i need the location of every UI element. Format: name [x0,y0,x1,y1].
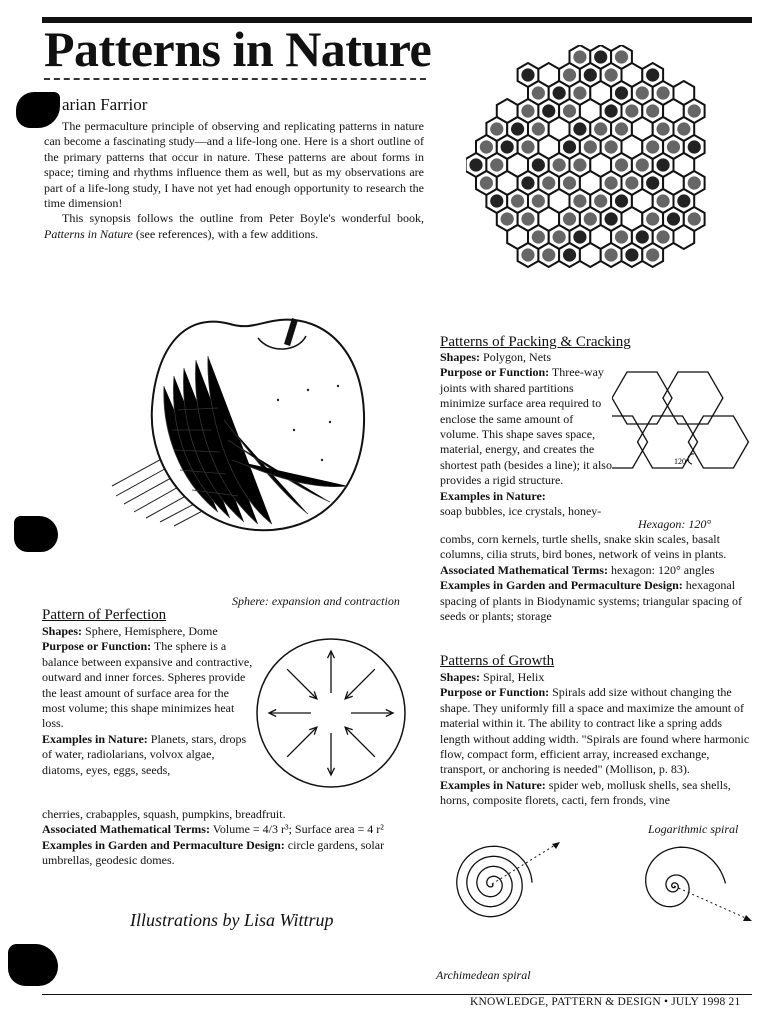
honeycomb-cell-shading [490,158,503,171]
honeycomb-cell-shading [636,230,649,243]
honeycomb-cell-shading [563,176,576,189]
honeycomb-cell-shading [656,86,669,99]
archimedean-arrowhead [552,842,560,849]
packing-examples-short: soap bubbles, ice crystals, honey- [440,504,602,519]
math-label: Associated Mathematical Terms: [42,822,210,837]
growth-purpose [440,685,752,777]
packing-text [440,350,612,519]
honeycomb-cell-shading [532,122,545,135]
packing-math [440,563,752,578]
honeycomb-cell-shading [521,68,534,81]
intro-p2-start: This synopsis follows the outline from Peter Boyle's wonderful book, [62,211,424,226]
honeycomb-cell-shading [688,212,701,225]
honeycomb-cell-shading [584,212,597,225]
logarithmic-spiral-diagram [628,846,758,928]
illustration-credit: Illustrations by Lisa Wittrup [130,910,334,930]
perfection-shapes [42,624,254,639]
page-footer: KNOWLEDGE, PATTERN & DESIGN • JULY 1998 21 [470,996,741,1008]
honeycomb-cell-shading [542,104,555,117]
honeycomb-cell-shading [480,176,493,189]
honeycomb-cell-shading [604,68,617,81]
packing-text-wide [440,532,752,624]
honeycomb-cell-shading [646,140,659,153]
honeycomb-cell-shading [521,176,534,189]
apple-bite-mark-2 [14,516,58,552]
honeycomb-cell-shading [688,104,701,117]
honeycomb-cell-shading [656,122,669,135]
purpose-value: Three-way joints with shared partitions minimize surface area required to enclose the same amount of volume. This shape saves space, material, energy, and creates the shortest path (besides a line); it also provides a rigid structure. [440,365,612,488]
math-value: hexagon: 120° angles [610,562,715,577]
honeycomb-cell-shading [615,86,628,99]
honeycomb-cell-shading [563,68,576,81]
math-value: Volume = 4/3 r³; Surface area = 4 r² [212,822,384,837]
shapes-value: Spiral, Helix [483,670,545,684]
honeycomb-cell-shading [636,86,649,99]
honeycomb-cell-shading [667,140,680,153]
honeycomb-cell-shading [563,140,576,153]
arrow-shaft [287,669,317,699]
honeycomb-cell-shading [625,248,638,261]
arrow-shaft [287,727,317,757]
honeycomb-cell-shading [604,140,617,153]
purpose-value: The sphere is a balance between expansive and contractive, outward and inner forces. Spheres provide the least amount of surface area for the most volume; this shape minimizes heat loss. [42,639,253,731]
sphere-arrows-diagram [254,636,408,790]
honeycomb-cell-shading [625,176,638,189]
honeycomb-cell-shading [511,194,524,207]
honeycomb-cell-shading [553,86,566,99]
archimedean-axis [492,842,560,884]
honeycomb-cell-shading [594,122,607,135]
honeycomb-cell-shading [532,158,545,171]
honeycomb-illustration [466,45,730,285]
examples-label: Examples in Nature: [440,488,546,503]
honeycomb-cell-shading [563,104,576,117]
hexagon-diagram [612,368,758,504]
examples-label: Examples in Nature: [440,777,546,792]
purpose-value: Spirals add size without changing the shape. They uniformly fill a space and maximize the amount of material within it. The ability to contract like a spring adds length without adding width. "Spirals are found where harmonic flow, compact form, efficient array, increased exchange, transport, or anchoring is needed" (Mollison, p. 83). [440,685,750,777]
honeycomb-cell-shading [542,176,555,189]
honeycomb-cell-shading [667,212,680,225]
honeycomb-cell-shading [553,158,566,171]
honeycomb-cell [580,243,601,267]
garden-label: Examples in Garden and Permaculture Design: [42,837,285,852]
examples-value: spider web, mollusk shells, sea shells, horns, composite florets, cacti, fern fronds, vine [440,777,731,808]
honeycomb-cell-shading [573,86,586,99]
examples-label: Examples in Nature: [42,731,148,746]
honeycomb-cell-shading [584,68,597,81]
archimedean-spiral [457,846,532,916]
honeycomb-cell-shading [688,140,701,153]
honeycomb-cell-shading [615,230,628,243]
packing-garden [440,578,752,624]
hexagon-grid [612,372,748,468]
title-underline [44,78,426,80]
perfection-text-wide [42,807,422,869]
arrow-shaft [345,727,375,757]
honeycomb-cell-shading [521,248,534,261]
honeycomb-cell-shading [636,158,649,171]
honeycomb-cell-shading [615,158,628,171]
packing-shapes [440,350,612,365]
perfection-math [42,822,422,837]
honeycomb-cell-shading [677,194,690,207]
garden-label: Examples in Garden and Permaculture Design: [440,578,683,593]
perfection-examples-rest: cherries, crabapples, squash, pumpkins, breadfruit. [42,807,286,821]
perfection-purpose [42,639,254,731]
honeycomb-cell-shading [573,122,586,135]
honeycomb-cell-shading [511,122,524,135]
honeycomb-cell-shading [532,230,545,243]
growth-heading: Patterns of Growth [440,653,555,669]
apple-illustration [108,290,388,560]
perfection-garden [42,838,422,869]
honeycomb-cell-shading [573,230,586,243]
expansion-arrows [269,651,393,775]
intro-p2-end: (see references), with a few additions. [132,226,319,241]
logarithmic-caption: Logarithmic spiral [648,822,739,836]
honeycomb-cell-shading [656,194,669,207]
honeycomb-cell-shading [615,50,628,63]
growth-shapes [440,670,752,685]
garden-value: hexagonal spacing of plants in Biodynamic systems; triangular spacing of seeds or plants; storage [440,578,742,624]
purpose-label: Purpose or Function: [440,685,550,700]
intro-paragraph-2 [44,211,424,242]
shapes-label: Shapes: [440,670,481,684]
purpose-label: Purpose or Function: [42,639,152,654]
honeycomb-cell-shading [584,140,597,153]
packing-examples-label [440,489,612,504]
growth-examples [440,778,752,809]
honeycomb-cell-shading [646,176,659,189]
honeycomb-cell-shading [604,212,617,225]
arrow-shaft [345,669,375,699]
math-label: Associated Mathematical Terms: [440,562,608,577]
footer-rule [42,994,752,995]
shapes-label: Shapes: [440,350,481,364]
honeycomb-cell-shading [542,248,555,261]
honeycomb-cell-shading [646,212,659,225]
honeycomb-cell-shading [553,230,566,243]
examples-value: Planets, stars, drops of water, radiolarians, volvox algae, diatoms, eyes, eggs, seeds, [42,731,247,777]
honeycomb-cell-shading [625,104,638,117]
honeycomb-cell-shading [656,230,669,243]
honeycomb-cell-shading [594,194,607,207]
shapes-value: Polygon, Nets [483,350,552,364]
honeycomb-cell-shading [563,212,576,225]
honeycomb-cell-shading [573,194,586,207]
honeycomb-cell-shading [604,248,617,261]
honeycomb-cell-shading [594,50,607,63]
honeycomb-cell-shading [604,176,617,189]
honeycomb-cell-shading [490,122,503,135]
honeycomb-cell-shading [532,194,545,207]
honeycomb-cell-shading [469,158,482,171]
honeycomb-cell-shading [646,248,659,261]
honeycomb-cell-shading [521,104,534,117]
honeycomb-cell-shading [501,212,514,225]
honeycomb-cell-shading [604,104,617,117]
honeycomb-cell [674,225,695,249]
honeycomb-cell-shading [573,50,586,63]
sphere-caption: Sphere: expansion and contraction [232,594,400,608]
honeycomb-cell-shading [615,122,628,135]
honeycomb-cell-shading [490,194,503,207]
hexagon-angle-label: 120° [674,457,690,466]
growth-text [440,670,752,809]
author-name: arian Farrior [62,95,148,114]
honeycomb-cell-shading [573,158,586,171]
apple-bite-mark-3 [8,944,58,986]
packing-purpose [440,365,612,488]
honeycomb-cell-shading [656,158,669,171]
page-title: Patterns in Nature [44,21,432,77]
logarithmic-arrowhead [743,915,752,921]
hexagon-caption: Hexagon: 120° [638,517,712,531]
garden-value: circle gardens, solar umbrellas, geodesic domes. [42,837,385,868]
perfection-text [42,624,254,778]
honeycomb-cell-shading [563,248,576,261]
honeycomb-cell-shading [521,212,534,225]
shapes-value: Sphere, Hemisphere, Dome [85,624,218,638]
packing-heading: Patterns of Packing & Cracking [440,334,631,350]
packing-examples-rest: combs, corn kernels, turtle shells, snake skin scales, basalt columns, cilia struts, bird bones, network of veins in plants. [440,532,727,562]
honeycomb-cell-shading [677,122,690,135]
shapes-label: Shapes: [42,624,83,638]
honeycomb-cell-shading [646,104,659,117]
perfection-examples [42,732,254,778]
archimedean-spiral-diagram [436,836,566,926]
intro-paragraph-1: The permaculture principle of observing and replicating patterns in nature can become a fascinating study—and a life-long one. Here is a short outline of the primary patterns that occur in nature. These patterns are about forms in space; timing and rhythms influence them as well, but as my observations are part of a life-long study, I have not yet had enough opportunity to research the time dimension! [44,119,424,211]
honeycomb-cell-shading [521,140,534,153]
intro-text [44,119,424,242]
honeycomb-cell-shading [615,194,628,207]
purpose-label: Purpose or Function: [440,365,550,380]
honeycomb-cell-shading [501,140,514,153]
honeycomb-cell-shading [646,68,659,81]
honeycomb-cell-shading [480,140,493,153]
book-title: Patterns in Nature [44,226,133,241]
honeycomb-cell-shading [532,86,545,99]
honeycomb-cell-shading [688,176,701,189]
archimedean-caption: Archimedean spiral [436,968,531,982]
perfection-heading: Pattern of Perfection [42,607,167,623]
logarithmic-axis [674,886,750,920]
logarithmic-spiral [646,847,726,907]
